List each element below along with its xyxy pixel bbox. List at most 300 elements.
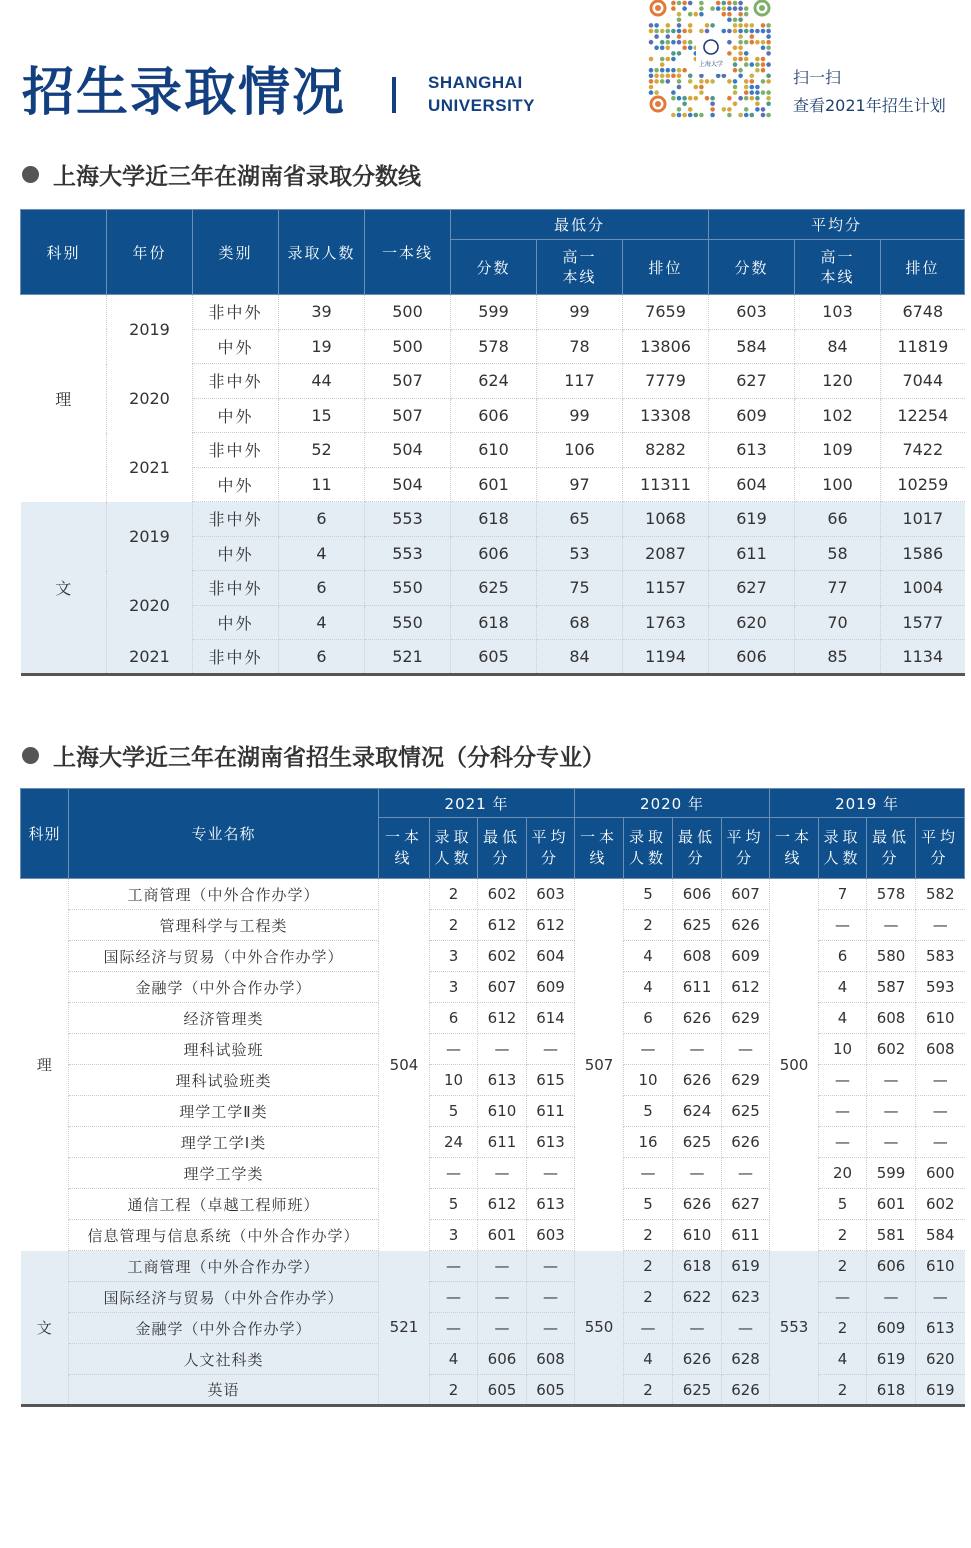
avg-score-cell: 611 xyxy=(709,536,795,571)
min-score-cell: — xyxy=(673,1158,722,1189)
admitted-cell: 10 xyxy=(819,1034,867,1065)
category-cell: 中外 xyxy=(193,329,279,364)
min-score-cell: 606 xyxy=(673,879,722,910)
admitted-cell: 5 xyxy=(624,1096,673,1127)
admitted-cell: 6 xyxy=(279,640,365,675)
table-row xyxy=(21,640,965,675)
min-score-cell: 612 xyxy=(478,1003,527,1034)
avg-score-cell: — xyxy=(916,1282,965,1313)
admitted-cell: 15 xyxy=(279,398,365,433)
avg-score-cell: 604 xyxy=(527,941,575,972)
col-year: 年份 xyxy=(107,210,193,295)
avg-score-cell: 627 xyxy=(709,364,795,399)
major-name-cell: 理学工学Ⅰ类 xyxy=(69,1127,379,1158)
avg-score-cell: — xyxy=(527,1282,575,1313)
min-score-cell: 618 xyxy=(451,502,537,537)
avg-above-tier1-cell: 109 xyxy=(795,433,881,468)
admitted-cell: 2 xyxy=(819,1220,867,1251)
min-score-cell: 626 xyxy=(673,1003,722,1034)
min-score-cell: 578 xyxy=(867,879,916,910)
min-score-cell: 611 xyxy=(673,972,722,1003)
min-rank-cell: 7659 xyxy=(623,295,709,330)
min-score-cell: 611 xyxy=(478,1127,527,1158)
score-line-table xyxy=(20,209,965,676)
avg-score-cell: 584 xyxy=(916,1220,965,1251)
section1-title-text: 上海大学近三年在湖南省录取分数线 xyxy=(53,164,421,190)
table-row xyxy=(21,1220,965,1251)
avg-score-cell: 610 xyxy=(916,1251,965,1282)
min-score-cell: 610 xyxy=(673,1220,722,1251)
admitted-cell: 10 xyxy=(624,1065,673,1096)
min-score-cell: 607 xyxy=(478,972,527,1003)
avg-score-cell: 584 xyxy=(709,329,795,364)
avg-score-cell: 629 xyxy=(722,1065,770,1096)
avg-score-cell: 613 xyxy=(709,433,795,468)
min-score-cell: 602 xyxy=(867,1034,916,1065)
table-row xyxy=(21,972,965,1003)
avg-rank-cell: 10259 xyxy=(881,467,965,502)
major-name-cell: 信息管理与信息系统（中外合作办学） xyxy=(69,1220,379,1251)
table-row xyxy=(21,1375,965,1406)
avg-rank-cell: 1134 xyxy=(881,640,965,675)
table-row xyxy=(21,1158,965,1189)
major-admission-table xyxy=(20,788,965,1407)
min-score-cell: — xyxy=(867,1065,916,1096)
admitted-cell: 2 xyxy=(819,1251,867,1282)
min-score-cell: 619 xyxy=(867,1344,916,1375)
min-rank-cell: 11311 xyxy=(623,467,709,502)
page-title: 招生录取情况 xyxy=(22,63,347,123)
avg-score-cell: 582 xyxy=(916,879,965,910)
admitted-cell: 4 xyxy=(430,1344,478,1375)
admitted-cell: — xyxy=(430,1158,478,1189)
col-2020-admitted: 录取 人数 xyxy=(624,818,673,879)
admitted-cell: 4 xyxy=(279,536,365,571)
scan-prompt-line1: 扫一扫 xyxy=(793,68,842,87)
min-score-cell: 606 xyxy=(478,1344,527,1375)
tier1-line-cell: 553 xyxy=(365,502,451,537)
subject-cell: 文 xyxy=(21,502,107,675)
tier1-line-cell: 504 xyxy=(365,467,451,502)
qr-center-text: 上海大学 xyxy=(698,61,724,68)
subject-cell: 理 xyxy=(21,879,69,1251)
avg-rank-cell: 1577 xyxy=(881,605,965,640)
avg-score-cell: 614 xyxy=(527,1003,575,1034)
admitted-cell: 2 xyxy=(430,879,478,910)
min-score-cell: — xyxy=(867,1127,916,1158)
major-name-cell: 国际经济与贸易（中外合作办学） xyxy=(69,941,379,972)
avg-above-tier1-cell: 70 xyxy=(795,605,881,640)
tier1-line-cell: 521 xyxy=(379,1251,430,1406)
admitted-cell: 24 xyxy=(430,1127,478,1158)
col-subject: 科别 xyxy=(21,210,107,295)
admitted-cell: — xyxy=(819,1127,867,1158)
min-score-cell: 624 xyxy=(673,1096,722,1127)
tier1-line-cell: 507 xyxy=(365,398,451,433)
major-name-cell: 英语 xyxy=(69,1375,379,1406)
table-row xyxy=(21,295,965,330)
min-score-cell: 601 xyxy=(867,1189,916,1220)
university-name-en xyxy=(428,71,535,117)
col-2021-min: 最低 分 xyxy=(478,818,527,879)
major-name-cell: 理学工学Ⅱ类 xyxy=(69,1096,379,1127)
avg-score-cell: 619 xyxy=(709,502,795,537)
admitted-cell: 6 xyxy=(430,1003,478,1034)
min-above-tier1-cell: 117 xyxy=(537,364,623,399)
min-score-cell: 625 xyxy=(673,910,722,941)
col-min-above-tier1: 高一 本线 xyxy=(537,240,623,295)
avg-score-cell: — xyxy=(722,1034,770,1065)
major-name-cell: 理科试验班 xyxy=(69,1034,379,1065)
min-score-cell: — xyxy=(478,1313,527,1344)
table-row xyxy=(21,1127,965,1158)
avg-rank-cell: 7422 xyxy=(881,433,965,468)
table-row xyxy=(21,910,965,941)
min-score-cell: 599 xyxy=(451,295,537,330)
table-row xyxy=(21,1034,965,1065)
avg-score-cell: — xyxy=(527,1251,575,1282)
avg-above-tier1-cell: 84 xyxy=(795,329,881,364)
col-category: 类别 xyxy=(193,210,279,295)
min-score-cell: 601 xyxy=(451,467,537,502)
table-row xyxy=(21,1189,965,1220)
avg-score-cell: 623 xyxy=(722,1282,770,1313)
major-name-cell: 通信工程（卓越工程师班） xyxy=(69,1189,379,1220)
year-cell: 2021 xyxy=(107,433,193,502)
table-row xyxy=(21,1313,965,1344)
avg-rank-cell: 1586 xyxy=(881,536,965,571)
admitted-cell: 2 xyxy=(624,1251,673,1282)
avg-score-cell: 620 xyxy=(916,1344,965,1375)
min-score-cell: 599 xyxy=(867,1158,916,1189)
avg-score-cell: 625 xyxy=(722,1096,770,1127)
avg-score-cell: — xyxy=(722,1158,770,1189)
col-tier1-line: 一本线 xyxy=(365,210,451,295)
col-avg-above-tier1: 高一 本线 xyxy=(795,240,881,295)
avg-score-cell: 628 xyxy=(722,1344,770,1375)
min-score-cell: 601 xyxy=(478,1220,527,1251)
min-rank-cell: 1194 xyxy=(623,640,709,675)
admitted-cell: — xyxy=(624,1034,673,1065)
col-2021-tier1: 一本 线 xyxy=(379,818,430,879)
avg-above-tier1-cell: 103 xyxy=(795,295,881,330)
admitted-cell: 5 xyxy=(430,1096,478,1127)
min-score-cell: 612 xyxy=(478,1189,527,1220)
table-row xyxy=(21,1344,965,1375)
avg-above-tier1-cell: 100 xyxy=(795,467,881,502)
avg-score-cell: 627 xyxy=(722,1189,770,1220)
min-above-tier1-cell: 78 xyxy=(537,329,623,364)
avg-score-cell: 583 xyxy=(916,941,965,972)
avg-score-cell: 604 xyxy=(709,467,795,502)
table-row xyxy=(21,1282,965,1313)
min-score-cell: 608 xyxy=(673,941,722,972)
min-rank-cell: 7779 xyxy=(623,364,709,399)
admitted-cell: 4 xyxy=(819,1344,867,1375)
section2-title-text: 上海大学近三年在湖南省招生录取情况（分科分专业） xyxy=(53,745,605,771)
min-score-cell: 578 xyxy=(451,329,537,364)
avg-score-cell: — xyxy=(527,1313,575,1344)
admitted-cell: 11 xyxy=(279,467,365,502)
min-above-tier1-cell: 99 xyxy=(537,295,623,330)
avg-score-cell: — xyxy=(527,1158,575,1189)
scan-prompt xyxy=(793,64,946,120)
category-cell: 中外 xyxy=(193,536,279,571)
avg-above-tier1-cell: 77 xyxy=(795,571,881,606)
admitted-cell: 6 xyxy=(819,941,867,972)
major-name-cell: 国际经济与贸易（中外合作办学） xyxy=(69,1282,379,1313)
avg-score-cell: — xyxy=(916,1096,965,1127)
year-cell: 2020 xyxy=(107,364,193,433)
admitted-cell: — xyxy=(819,1096,867,1127)
admitted-cell: 4 xyxy=(819,972,867,1003)
avg-above-tier1-cell: 120 xyxy=(795,364,881,399)
avg-score-cell: 609 xyxy=(709,398,795,433)
admitted-cell: 20 xyxy=(819,1158,867,1189)
admitted-cell: 4 xyxy=(624,941,673,972)
table-row xyxy=(21,879,965,910)
min-score-cell: 587 xyxy=(867,972,916,1003)
min-rank-cell: 13806 xyxy=(623,329,709,364)
col-2020-avg: 平均 分 xyxy=(722,818,770,879)
table-row xyxy=(21,502,965,537)
avg-score-cell: 593 xyxy=(916,972,965,1003)
table-row xyxy=(21,364,965,399)
min-score-cell: 625 xyxy=(673,1375,722,1406)
tier1-line-cell: 504 xyxy=(379,879,430,1251)
title-divider xyxy=(392,77,396,113)
min-score-cell: 608 xyxy=(867,1003,916,1034)
col-min-score: 分数 xyxy=(451,240,537,295)
category-cell: 中外 xyxy=(193,398,279,433)
category-cell: 非中外 xyxy=(193,295,279,330)
col-group-min: 最低分 xyxy=(451,210,709,240)
avg-rank-cell: 1004 xyxy=(881,571,965,606)
min-above-tier1-cell: 84 xyxy=(537,640,623,675)
year-cell: 2019 xyxy=(107,502,193,571)
tier1-line-cell: 507 xyxy=(365,364,451,399)
category-cell: 中外 xyxy=(193,467,279,502)
min-score-cell: — xyxy=(478,1282,527,1313)
avg-score-cell: — xyxy=(916,1127,965,1158)
min-score-cell: 613 xyxy=(478,1065,527,1096)
min-rank-cell: 1068 xyxy=(623,502,709,537)
avg-score-cell: 603 xyxy=(527,1220,575,1251)
min-above-tier1-cell: 53 xyxy=(537,536,623,571)
min-score-cell: — xyxy=(478,1158,527,1189)
min-score-cell: 610 xyxy=(451,433,537,468)
avg-score-cell: 607 xyxy=(722,879,770,910)
admitted-cell: 2 xyxy=(624,1375,673,1406)
avg-score-cell: 609 xyxy=(722,941,770,972)
col-2020-min: 最低 分 xyxy=(673,818,722,879)
category-cell: 非中外 xyxy=(193,502,279,537)
col-admitted: 录取人数 xyxy=(279,210,365,295)
min-score-cell: 626 xyxy=(673,1065,722,1096)
avg-score-cell: 603 xyxy=(527,879,575,910)
tier1-line-cell: 550 xyxy=(575,1251,624,1406)
avg-rank-cell: 11819 xyxy=(881,329,965,364)
min-score-cell: — xyxy=(867,1282,916,1313)
admitted-cell: 2 xyxy=(430,910,478,941)
min-above-tier1-cell: 97 xyxy=(537,467,623,502)
tier1-line-cell: 500 xyxy=(365,295,451,330)
table-row xyxy=(21,1065,965,1096)
section2-title xyxy=(22,739,605,772)
page-header xyxy=(0,0,971,135)
avg-score-cell: 600 xyxy=(916,1158,965,1189)
min-score-cell: — xyxy=(478,1034,527,1065)
avg-rank-cell: 12254 xyxy=(881,398,965,433)
admitted-cell: — xyxy=(430,1282,478,1313)
admitted-cell: 6 xyxy=(279,502,365,537)
col-2019-avg: 平均 分 xyxy=(916,818,965,879)
col-avg-rank: 排位 xyxy=(881,240,965,295)
major-name-cell: 理学工学类 xyxy=(69,1158,379,1189)
admitted-cell: 7 xyxy=(819,879,867,910)
min-score-cell: 612 xyxy=(478,910,527,941)
major-name-cell: 金融学（中外合作办学） xyxy=(69,1313,379,1344)
subject-cell: 文 xyxy=(21,1251,69,1406)
avg-score-cell: 611 xyxy=(527,1096,575,1127)
admitted-cell: 44 xyxy=(279,364,365,399)
col-year-2019: 2019 年 xyxy=(770,789,965,818)
tier1-line-cell: 550 xyxy=(365,605,451,640)
min-score-cell: 625 xyxy=(673,1127,722,1158)
min-score-cell: 610 xyxy=(478,1096,527,1127)
min-score-cell: — xyxy=(478,1251,527,1282)
major-name-cell: 工商管理（中外合作办学） xyxy=(69,1251,379,1282)
min-rank-cell: 2087 xyxy=(623,536,709,571)
min-score-cell: 606 xyxy=(867,1251,916,1282)
admitted-cell: 16 xyxy=(624,1127,673,1158)
year-cell: 2019 xyxy=(107,295,193,364)
min-above-tier1-cell: 106 xyxy=(537,433,623,468)
min-score-cell: 622 xyxy=(673,1282,722,1313)
admitted-cell: 2 xyxy=(819,1375,867,1406)
category-cell: 非中外 xyxy=(193,364,279,399)
admitted-cell: 52 xyxy=(279,433,365,468)
admitted-cell: 4 xyxy=(624,1344,673,1375)
avg-score-cell: 615 xyxy=(527,1065,575,1096)
tier1-line-cell: 500 xyxy=(365,329,451,364)
min-score-cell: — xyxy=(867,910,916,941)
qr-code-icon[interactable] xyxy=(648,0,772,118)
min-score-cell: 605 xyxy=(478,1375,527,1406)
admitted-cell: 4 xyxy=(624,972,673,1003)
admitted-cell: 6 xyxy=(279,571,365,606)
min-score-cell: 618 xyxy=(451,605,537,640)
min-score-cell: 605 xyxy=(451,640,537,675)
tier1-line-cell: 507 xyxy=(575,879,624,1251)
min-above-tier1-cell: 68 xyxy=(537,605,623,640)
admitted-cell: 5 xyxy=(624,879,673,910)
category-cell: 非中外 xyxy=(193,433,279,468)
admitted-cell: 2 xyxy=(624,1282,673,1313)
bullet-icon xyxy=(22,166,39,183)
avg-score-cell: 611 xyxy=(722,1220,770,1251)
min-score-cell: 609 xyxy=(867,1313,916,1344)
avg-score-cell: 620 xyxy=(709,605,795,640)
admitted-cell: 6 xyxy=(624,1003,673,1034)
avg-above-tier1-cell: 58 xyxy=(795,536,881,571)
col-year-2020: 2020 年 xyxy=(575,789,770,818)
table-row xyxy=(21,1003,965,1034)
tier1-line-cell: 553 xyxy=(365,536,451,571)
section1-title xyxy=(22,158,421,191)
avg-score-cell: 610 xyxy=(916,1003,965,1034)
admitted-cell: 4 xyxy=(279,605,365,640)
subject-cell: 理 xyxy=(21,295,107,502)
min-rank-cell: 8282 xyxy=(623,433,709,468)
admitted-cell: 3 xyxy=(430,941,478,972)
min-score-cell: 602 xyxy=(478,941,527,972)
admitted-cell: 3 xyxy=(430,1220,478,1251)
admitted-cell: 5 xyxy=(624,1189,673,1220)
col-subject: 科别 xyxy=(21,789,69,879)
col-2019-admitted: 录取 人数 xyxy=(819,818,867,879)
university-name-en-line1: SHANGHAI xyxy=(428,73,523,92)
admitted-cell: 19 xyxy=(279,329,365,364)
avg-score-cell: — xyxy=(916,1065,965,1096)
category-cell: 非中外 xyxy=(193,640,279,675)
min-score-cell: — xyxy=(867,1096,916,1127)
min-score-cell: 625 xyxy=(451,571,537,606)
col-avg-score: 分数 xyxy=(709,240,795,295)
admitted-cell: — xyxy=(819,910,867,941)
table-row xyxy=(21,1096,965,1127)
admitted-cell: 39 xyxy=(279,295,365,330)
table-row xyxy=(21,941,965,972)
avg-score-cell: 612 xyxy=(722,972,770,1003)
min-score-cell: 580 xyxy=(867,941,916,972)
min-score-cell: 626 xyxy=(673,1344,722,1375)
avg-score-cell: 608 xyxy=(916,1034,965,1065)
col-year-2021: 2021 年 xyxy=(379,789,575,818)
avg-score-cell: 606 xyxy=(709,640,795,675)
admitted-cell: 2 xyxy=(819,1313,867,1344)
avg-score-cell: 627 xyxy=(709,571,795,606)
avg-score-cell: — xyxy=(527,1034,575,1065)
avg-above-tier1-cell: 85 xyxy=(795,640,881,675)
avg-score-cell: — xyxy=(722,1313,770,1344)
admitted-cell: — xyxy=(430,1251,478,1282)
table-row xyxy=(21,1251,965,1282)
col-2021-avg: 平均 分 xyxy=(527,818,575,879)
col-2019-min: 最低 分 xyxy=(867,818,916,879)
col-group-avg: 平均分 xyxy=(709,210,965,240)
admitted-cell: 3 xyxy=(430,972,478,1003)
major-name-cell: 理科试验班类 xyxy=(69,1065,379,1096)
min-score-cell: 602 xyxy=(478,879,527,910)
min-score-cell: 606 xyxy=(451,398,537,433)
category-cell: 非中外 xyxy=(193,571,279,606)
admitted-cell: — xyxy=(819,1065,867,1096)
col-major: 专业名称 xyxy=(69,789,379,879)
bullet-icon xyxy=(22,747,39,764)
table-row xyxy=(21,433,965,468)
avg-score-cell: 626 xyxy=(722,1375,770,1406)
min-above-tier1-cell: 75 xyxy=(537,571,623,606)
avg-score-cell: 612 xyxy=(527,910,575,941)
tier1-line-cell: 550 xyxy=(365,571,451,606)
avg-rank-cell: 6748 xyxy=(881,295,965,330)
admitted-cell: 5 xyxy=(430,1189,478,1220)
col-2019-tier1: 一本 线 xyxy=(770,818,819,879)
avg-score-cell: 619 xyxy=(722,1251,770,1282)
avg-score-cell: 626 xyxy=(722,910,770,941)
avg-score-cell: 602 xyxy=(916,1189,965,1220)
